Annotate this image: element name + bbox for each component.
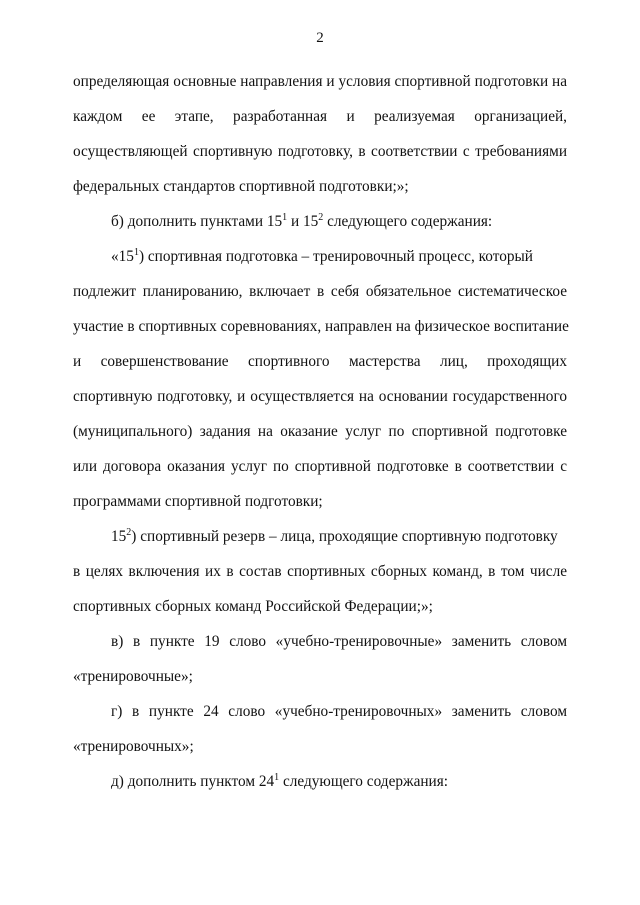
- text-line: программами спортивной подготовки;: [73, 493, 323, 510]
- text-line: федеральных стандартов спортивной подготовки;»;: [73, 178, 409, 195]
- text-line: спортивную подготовку, и осуществляется на основании государственного: [73, 388, 567, 405]
- text-line: б) дополнить пунктами $15^1$ и $15^2$ следующего содержания:: [111, 212, 493, 230]
- text-line: в целях включения их в состав спортивных сборных команд, в том числе: [73, 563, 567, 580]
- page-number: 2: [316, 30, 324, 46]
- text-line: каждом ее этапе, разработанная и реализуемая организацией,: [73, 108, 567, 125]
- text-line: (муниципального) задания на оказание услуг по спортивной подготовке: [73, 423, 567, 440]
- text-line: в) в пункте 19 слово «учебно-тренировочные» заменить словом: [111, 633, 567, 650]
- text-line: подлежит планированию, включает в себя обязательное систематическое: [73, 283, 567, 300]
- text-line: или договора оказания услуг по спортивной подготовке в соответствии с: [73, 458, 567, 475]
- text-line: г) в пункте 24 слово «учебно-тренировочных» заменить словом: [111, 703, 567, 720]
- text-line: определяющая основные направления и условия спортивной подготовки на: [73, 73, 567, 90]
- text-line: спортивных сборных команд Российской Федерации;»;: [73, 598, 433, 615]
- text-line: «тренировочные»;: [73, 668, 193, 685]
- text-line: д) дополнить пунктом $24^1$ следующего содержания:: [111, 772, 449, 790]
- text-line: $15^2$) спортивный резерв – лица, проходящие спортивную подготовку: [111, 527, 558, 545]
- text-line: осуществляющей спортивную подготовку, в соответствии с требованиями: [73, 143, 567, 160]
- text-line: участие в спортивных соревнованиях, направлен на физическое воспитание: [73, 318, 569, 335]
- text-line: «тренировочных»;: [73, 738, 194, 755]
- text-line: «$15^1$) спортивная подготовка – тренировочный процесс, который: [111, 247, 533, 265]
- text-line: и совершенствование спортивного мастерства лиц, проходящих: [73, 353, 567, 370]
